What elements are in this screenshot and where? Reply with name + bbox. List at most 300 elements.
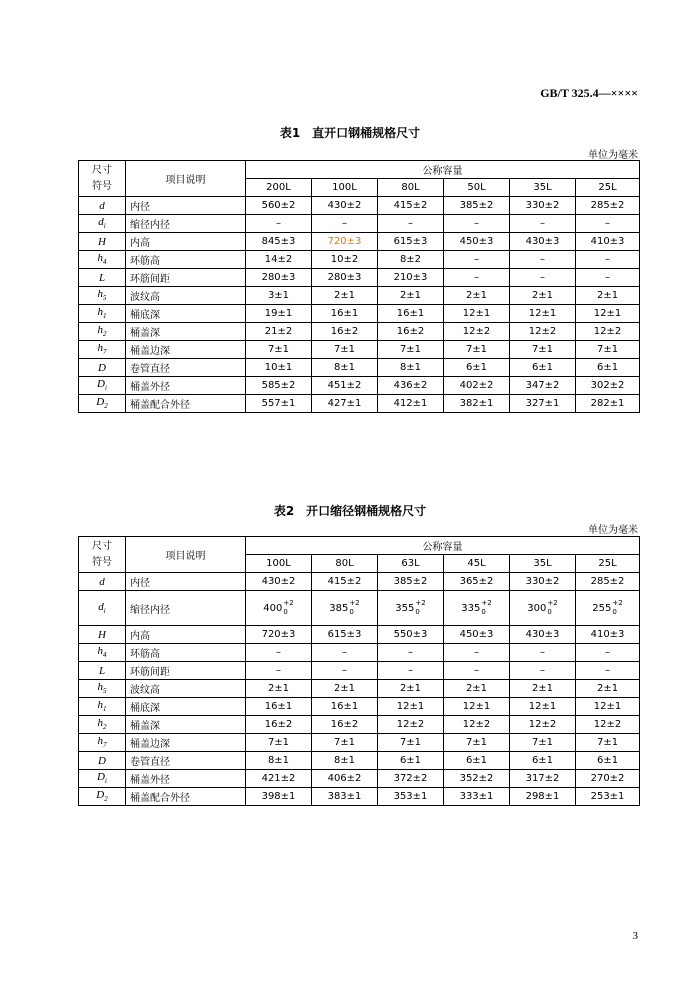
value-cell: – bbox=[510, 269, 576, 287]
value-cell: 430±2 bbox=[246, 573, 312, 591]
description-cell: 缩径内径 bbox=[126, 591, 246, 626]
table-row bbox=[79, 680, 640, 698]
symbol-cell bbox=[79, 395, 126, 413]
value-cell: 14±2 bbox=[246, 251, 312, 269]
page-number: 3 bbox=[632, 930, 638, 942]
table-row bbox=[79, 626, 640, 644]
symbol-cell bbox=[79, 233, 126, 251]
description-cell: 缩径内径 bbox=[126, 215, 246, 233]
symbol-letter: h bbox=[97, 735, 103, 748]
table-row bbox=[79, 341, 640, 359]
symbol-subscript: 2 bbox=[103, 330, 107, 339]
description-cell: 内径 bbox=[126, 197, 246, 215]
table-row bbox=[79, 305, 640, 323]
value-cell: 720±3 bbox=[312, 233, 378, 251]
value-cell: 383±1 bbox=[312, 788, 378, 806]
value-cell: 845±3 bbox=[246, 233, 312, 251]
value-cell bbox=[246, 591, 312, 626]
value-cell: 560±2 bbox=[246, 197, 312, 215]
value-cell: 7±1 bbox=[246, 341, 312, 359]
value-cell: 285±2 bbox=[576, 197, 640, 215]
value-cell: 451±2 bbox=[312, 377, 378, 395]
value-cell: 12±2 bbox=[378, 716, 444, 734]
description-cell: 内径 bbox=[126, 573, 246, 591]
table-row bbox=[79, 716, 640, 734]
value-cell: 421±2 bbox=[246, 770, 312, 788]
value-cell: 19±1 bbox=[246, 305, 312, 323]
value-cell: 7±1 bbox=[378, 341, 444, 359]
value-cell: – bbox=[510, 644, 576, 662]
symbol-letter: D bbox=[97, 771, 105, 784]
capacity-cell: 45L bbox=[444, 555, 510, 573]
tolerance-upper: +2 bbox=[547, 599, 558, 607]
value-cell: 282±1 bbox=[576, 395, 640, 413]
symbol-subscript: 1 bbox=[103, 705, 107, 714]
tolerance-lower: 0 bbox=[283, 608, 288, 616]
table-row bbox=[79, 573, 640, 591]
tolerance-value bbox=[592, 599, 622, 617]
symbol-letter: h bbox=[97, 324, 103, 337]
value-cell: – bbox=[378, 215, 444, 233]
symbol-letter: D bbox=[97, 378, 105, 391]
capacity-cell: 50L bbox=[444, 179, 510, 197]
value-cell: 720±3 bbox=[246, 626, 312, 644]
value-cell: 615±3 bbox=[312, 626, 378, 644]
value-cell: 16±2 bbox=[312, 323, 378, 341]
value-cell: 7±1 bbox=[576, 734, 640, 752]
tolerance-base: 255 bbox=[592, 602, 612, 614]
value-cell: 12±2 bbox=[576, 716, 640, 734]
value-cell: 6±1 bbox=[510, 752, 576, 770]
value-cell: 253±1 bbox=[576, 788, 640, 806]
value-cell: 12±2 bbox=[510, 323, 576, 341]
symbol-letter: L bbox=[98, 271, 106, 284]
symbol-cell bbox=[79, 377, 126, 395]
value-cell: 2±1 bbox=[312, 287, 378, 305]
value-cell: 21±2 bbox=[246, 323, 312, 341]
value-cell: 7±1 bbox=[576, 341, 640, 359]
value-cell: 6±1 bbox=[510, 359, 576, 377]
value-cell: – bbox=[510, 251, 576, 269]
value-cell: – bbox=[576, 644, 640, 662]
value-cell: 2±1 bbox=[378, 680, 444, 698]
symbol-letter: h bbox=[97, 252, 103, 265]
value-cell: – bbox=[576, 269, 640, 287]
value-cell: – bbox=[246, 215, 312, 233]
symbol-subscript: i bbox=[105, 384, 107, 393]
value-cell: 7±1 bbox=[510, 341, 576, 359]
symbol-cell bbox=[79, 305, 126, 323]
value-cell: 6±1 bbox=[378, 752, 444, 770]
symbol-letter: H bbox=[98, 628, 106, 641]
value-cell: 16±1 bbox=[312, 698, 378, 716]
desc-header: 项目说明 bbox=[126, 537, 246, 573]
table-row bbox=[79, 662, 640, 680]
value-cell: 415±2 bbox=[312, 573, 378, 591]
table-row bbox=[79, 197, 640, 215]
symbol-cell bbox=[79, 251, 126, 269]
capacity-cell: 80L bbox=[378, 179, 444, 197]
tolerance-lower: 0 bbox=[481, 608, 486, 616]
symbol-cell bbox=[79, 323, 126, 341]
table-row bbox=[79, 323, 640, 341]
value-cell: 298±1 bbox=[510, 788, 576, 806]
tolerance-value bbox=[461, 599, 491, 617]
description-cell: 内高 bbox=[126, 233, 246, 251]
symbol-subscript: 7 bbox=[103, 741, 107, 750]
value-cell: 557±1 bbox=[246, 395, 312, 413]
value-cell: – bbox=[444, 251, 510, 269]
value-cell: 7±1 bbox=[510, 734, 576, 752]
tolerance-upper: +2 bbox=[415, 599, 426, 607]
table1-title: 表1 直开口钢桶规格尺寸 bbox=[279, 126, 421, 140]
tolerance-base: 335 bbox=[461, 602, 481, 614]
capacity-cell: 25L bbox=[576, 555, 640, 573]
value-cell: 8±1 bbox=[312, 359, 378, 377]
symbol-cell bbox=[79, 359, 126, 377]
tolerance-value bbox=[329, 599, 359, 617]
symbol-cell bbox=[79, 662, 126, 680]
tolerance-upper: +2 bbox=[349, 599, 360, 607]
capacity-header: 公称容量 bbox=[246, 161, 640, 179]
symbol-subscript: 1 bbox=[103, 312, 107, 321]
description-cell: 桶底深 bbox=[126, 698, 246, 716]
value-cell: – bbox=[378, 644, 444, 662]
symbol-subscript: 4 bbox=[103, 258, 107, 267]
table-row bbox=[79, 215, 640, 233]
tolerance-lower: 0 bbox=[547, 608, 552, 616]
value-cell: 402±2 bbox=[444, 377, 510, 395]
description-cell: 桶盖配合外径 bbox=[126, 395, 246, 413]
capacity-cell: 100L bbox=[312, 179, 378, 197]
value-cell: 285±2 bbox=[576, 573, 640, 591]
tolerance-limits bbox=[283, 599, 293, 617]
description-cell: 桶盖深 bbox=[126, 323, 246, 341]
capacity-cell: 200L bbox=[246, 179, 312, 197]
capacity-cell: 35L bbox=[510, 555, 576, 573]
symbol-letter: d bbox=[98, 600, 104, 613]
description-cell: 桶盖外径 bbox=[126, 377, 246, 395]
description-cell: 内高 bbox=[126, 626, 246, 644]
value-cell: 16±2 bbox=[378, 323, 444, 341]
value-cell: 16±1 bbox=[246, 698, 312, 716]
standard-number: GB/T 325.4—×××× bbox=[540, 86, 638, 100]
table-row bbox=[79, 251, 640, 269]
value-cell: – bbox=[312, 644, 378, 662]
value-cell: 12±1 bbox=[576, 305, 640, 323]
symbol-cell bbox=[79, 770, 126, 788]
symbol-cell bbox=[79, 591, 126, 626]
value-cell: 10±2 bbox=[312, 251, 378, 269]
description-cell: 波纹高 bbox=[126, 287, 246, 305]
tolerance-base: 300 bbox=[527, 602, 547, 614]
value-cell: 6±1 bbox=[576, 752, 640, 770]
value-cell: 410±3 bbox=[576, 233, 640, 251]
tolerance-limits bbox=[415, 599, 425, 617]
symbol-cell bbox=[79, 788, 126, 806]
value-cell: 430±3 bbox=[510, 626, 576, 644]
value-cell: 7±1 bbox=[378, 734, 444, 752]
symbol-cell bbox=[79, 716, 126, 734]
tolerance-upper: +2 bbox=[481, 599, 492, 607]
symbol-letter: D bbox=[98, 361, 106, 374]
desc-header: 项目说明 bbox=[126, 161, 246, 197]
description-cell: 卷管直径 bbox=[126, 752, 246, 770]
value-cell: 430±2 bbox=[312, 197, 378, 215]
symbol-letter: D bbox=[96, 396, 105, 409]
value-cell: 12±2 bbox=[576, 323, 640, 341]
value-cell: 12±2 bbox=[510, 716, 576, 734]
value-cell: 2±1 bbox=[378, 287, 444, 305]
table-row bbox=[79, 788, 640, 806]
tolerance-base: 400 bbox=[263, 602, 283, 614]
value-cell: 430±3 bbox=[510, 233, 576, 251]
value-cell: – bbox=[246, 644, 312, 662]
value-cell: 8±1 bbox=[246, 752, 312, 770]
value-cell: – bbox=[378, 662, 444, 680]
value-cell: 427±1 bbox=[312, 395, 378, 413]
capacity-cell: 100L bbox=[246, 555, 312, 573]
value-cell: 7±1 bbox=[444, 341, 510, 359]
symbol-letter: h bbox=[97, 717, 103, 730]
table-row bbox=[79, 359, 640, 377]
value-cell: 280±3 bbox=[246, 269, 312, 287]
value-cell: 16±2 bbox=[246, 716, 312, 734]
capacity-header: 公称容量 bbox=[246, 537, 640, 555]
value-cell: 2±1 bbox=[444, 680, 510, 698]
description-cell: 桶盖配合外径 bbox=[126, 788, 246, 806]
value-cell: – bbox=[444, 269, 510, 287]
symbol-letter: L bbox=[98, 664, 106, 677]
value-cell: 382±1 bbox=[444, 395, 510, 413]
value-cell: 6±1 bbox=[444, 359, 510, 377]
symbol-cell bbox=[79, 287, 126, 305]
value-cell: – bbox=[576, 251, 640, 269]
tolerance-limits bbox=[547, 599, 557, 617]
symbol-cell bbox=[79, 573, 126, 591]
symbol-cell bbox=[79, 215, 126, 233]
value-cell: 12±1 bbox=[510, 305, 576, 323]
symbol-cell bbox=[79, 644, 126, 662]
value-cell: 8±1 bbox=[312, 752, 378, 770]
value-cell: 327±1 bbox=[510, 395, 576, 413]
symbol-subscript: 5 bbox=[103, 294, 107, 303]
value-cell: – bbox=[444, 644, 510, 662]
symbol-cell bbox=[79, 734, 126, 752]
value-cell: 210±3 bbox=[378, 269, 444, 287]
value-cell: 450±3 bbox=[444, 233, 510, 251]
value-cell: 6±1 bbox=[444, 752, 510, 770]
symbol-subscript: i bbox=[103, 607, 106, 616]
value-cell: 16±2 bbox=[312, 716, 378, 734]
value-cell: 2±1 bbox=[510, 680, 576, 698]
description-cell: 桶盖外径 bbox=[126, 770, 246, 788]
tolerance-limits bbox=[349, 599, 359, 617]
tolerance-lower: 0 bbox=[349, 608, 354, 616]
symbol-header: 尺寸 符号 bbox=[79, 537, 126, 573]
value-cell: 12±1 bbox=[510, 698, 576, 716]
table-row bbox=[79, 591, 640, 626]
value-cell bbox=[444, 591, 510, 626]
value-cell: 410±3 bbox=[576, 626, 640, 644]
value-cell: 2±1 bbox=[312, 680, 378, 698]
value-cell: 16±1 bbox=[312, 305, 378, 323]
symbol-cell bbox=[79, 341, 126, 359]
value-cell: 333±1 bbox=[444, 788, 510, 806]
table-row bbox=[79, 698, 640, 716]
table-row bbox=[79, 287, 640, 305]
description-cell: 桶盖深 bbox=[126, 716, 246, 734]
tolerance-limits bbox=[612, 599, 622, 617]
description-cell: 环筋间距 bbox=[126, 662, 246, 680]
value-cell: 406±2 bbox=[312, 770, 378, 788]
symbol-letter: h bbox=[97, 645, 103, 658]
value-cell: 415±2 bbox=[378, 197, 444, 215]
value-cell: 352±2 bbox=[444, 770, 510, 788]
table-row bbox=[79, 395, 640, 413]
value-cell: – bbox=[576, 215, 640, 233]
value-cell: 7±1 bbox=[444, 734, 510, 752]
value-cell: 302±2 bbox=[576, 377, 640, 395]
value-cell: 412±1 bbox=[378, 395, 444, 413]
value-cell bbox=[312, 591, 378, 626]
capacity-cell: 35L bbox=[510, 179, 576, 197]
symbol-letter: h bbox=[97, 342, 103, 355]
value-cell: 450±3 bbox=[444, 626, 510, 644]
table2-spec-table bbox=[78, 536, 640, 806]
symbol-letter: d bbox=[98, 216, 104, 229]
symbol-letter: D bbox=[96, 789, 105, 802]
value-cell: 3±1 bbox=[246, 287, 312, 305]
value-cell: 12±1 bbox=[444, 698, 510, 716]
table-row bbox=[79, 770, 640, 788]
symbol-subscript: i bbox=[103, 222, 106, 231]
value-cell: 12±1 bbox=[378, 698, 444, 716]
value-cell: 2±1 bbox=[576, 680, 640, 698]
value-cell: 385±2 bbox=[444, 197, 510, 215]
value-cell: 7±1 bbox=[312, 734, 378, 752]
value-cell: – bbox=[444, 662, 510, 680]
symbol-subscript: 7 bbox=[103, 348, 107, 357]
table-row bbox=[79, 752, 640, 770]
value-cell: 385±2 bbox=[378, 573, 444, 591]
table-row bbox=[79, 233, 640, 251]
value-cell: 7±1 bbox=[246, 734, 312, 752]
table-row bbox=[79, 644, 640, 662]
value-cell: 347±2 bbox=[510, 377, 576, 395]
value-cell bbox=[378, 591, 444, 626]
symbol-letter: h bbox=[97, 306, 103, 319]
value-cell: 12±1 bbox=[576, 698, 640, 716]
symbol-letter: h bbox=[97, 699, 103, 712]
value-cell: 2±1 bbox=[510, 287, 576, 305]
value-cell: 330±2 bbox=[510, 573, 576, 591]
value-cell: – bbox=[312, 662, 378, 680]
capacity-cell: 80L bbox=[312, 555, 378, 573]
symbol-letter: d bbox=[99, 199, 105, 212]
value-cell: 353±1 bbox=[378, 788, 444, 806]
symbol-subscript: 2 bbox=[103, 723, 107, 732]
value-cell: 2±1 bbox=[246, 680, 312, 698]
tolerance-base: 385 bbox=[329, 602, 349, 614]
value-cell: 16±1 bbox=[378, 305, 444, 323]
table1-spec-table bbox=[78, 160, 640, 413]
table2-title: 表2 开口缩径钢桶规格尺寸 bbox=[273, 504, 427, 518]
value-cell: 8±1 bbox=[378, 359, 444, 377]
value-cell: – bbox=[510, 215, 576, 233]
value-cell: – bbox=[444, 215, 510, 233]
value-cell: 12±2 bbox=[444, 323, 510, 341]
value-cell: 10±1 bbox=[246, 359, 312, 377]
table-row bbox=[79, 377, 640, 395]
description-cell: 桶盖边深 bbox=[126, 341, 246, 359]
tolerance-limits bbox=[481, 599, 491, 617]
value-cell: 365±2 bbox=[444, 573, 510, 591]
value-cell: 2±1 bbox=[576, 287, 640, 305]
tolerance-value bbox=[395, 599, 425, 617]
tolerance-base: 355 bbox=[395, 602, 415, 614]
description-cell: 环筋高 bbox=[126, 644, 246, 662]
symbol-cell bbox=[79, 626, 126, 644]
tolerance-lower: 0 bbox=[415, 608, 420, 616]
value-cell: – bbox=[246, 662, 312, 680]
value-cell bbox=[576, 591, 640, 626]
table-row bbox=[79, 734, 640, 752]
symbol-subscript: 2 bbox=[104, 795, 108, 804]
symbol-cell bbox=[79, 197, 126, 215]
tolerance-lower: 0 bbox=[612, 608, 617, 616]
symbol-cell bbox=[79, 680, 126, 698]
symbol-subscript: i bbox=[105, 777, 107, 786]
value-cell: 6±1 bbox=[576, 359, 640, 377]
value-cell: 7±1 bbox=[312, 341, 378, 359]
description-cell: 桶底深 bbox=[126, 305, 246, 323]
table1-unit-note: 单位为毫米 bbox=[588, 150, 638, 161]
value-cell: 372±2 bbox=[378, 770, 444, 788]
value-cell: 2±1 bbox=[444, 287, 510, 305]
value-cell: 550±3 bbox=[378, 626, 444, 644]
value-cell: 12±1 bbox=[444, 305, 510, 323]
tolerance-value bbox=[263, 599, 293, 617]
symbol-letter: d bbox=[99, 575, 105, 588]
symbol-header: 尺寸 符号 bbox=[79, 161, 126, 197]
capacity-cell: 63L bbox=[378, 555, 444, 573]
symbol-subscript: 4 bbox=[103, 651, 107, 660]
value-cell: 280±3 bbox=[312, 269, 378, 287]
capacity-cell: 25L bbox=[576, 179, 640, 197]
tolerance-upper: +2 bbox=[283, 599, 294, 607]
symbol-letter: h bbox=[97, 681, 103, 694]
description-cell: 波纹高 bbox=[126, 680, 246, 698]
value-cell: – bbox=[576, 662, 640, 680]
symbol-letter: D bbox=[98, 754, 106, 767]
value-cell: 317±2 bbox=[510, 770, 576, 788]
symbol-subscript: 2 bbox=[104, 402, 108, 411]
symbol-subscript: 5 bbox=[103, 687, 107, 696]
symbol-cell bbox=[79, 752, 126, 770]
symbol-letter: h bbox=[97, 288, 103, 301]
table-row bbox=[79, 269, 640, 287]
symbol-cell bbox=[79, 269, 126, 287]
value-cell bbox=[510, 591, 576, 626]
symbol-letter: H bbox=[98, 235, 106, 248]
value-cell: 12±2 bbox=[444, 716, 510, 734]
value-cell: 585±2 bbox=[246, 377, 312, 395]
description-cell: 环筋间距 bbox=[126, 269, 246, 287]
value-cell: – bbox=[510, 662, 576, 680]
tolerance-value bbox=[527, 599, 557, 617]
value-cell: 330±2 bbox=[510, 197, 576, 215]
